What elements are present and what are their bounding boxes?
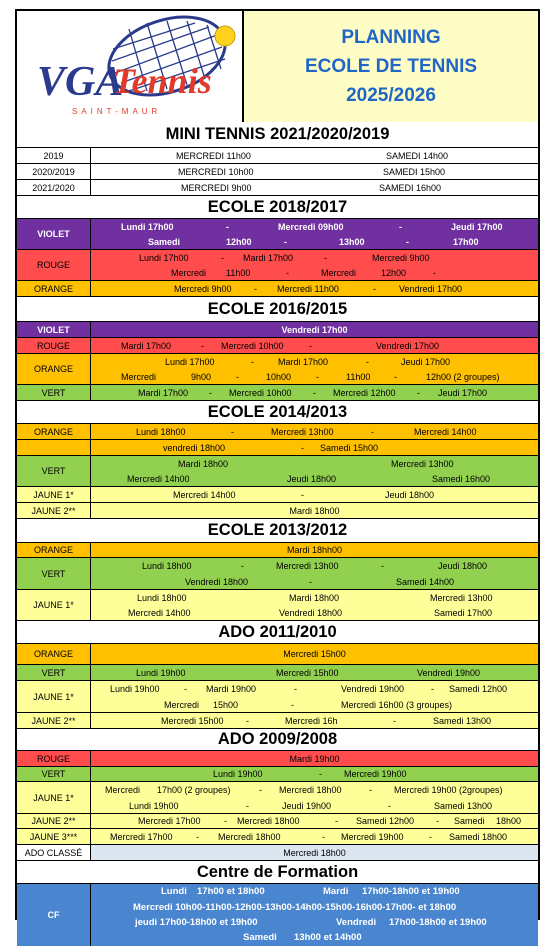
- slot: Mercredi: [171, 267, 207, 278]
- vga-tennis-logo: [17, 11, 244, 122]
- slot: Vendredi: [336, 917, 377, 928]
- table-row: [17, 440, 538, 456]
- row-label: JAUNE 3***: [17, 829, 91, 844]
- section-title-centre-formation: Centre de Formation: [17, 861, 538, 884]
- row-label: ROUGE: [17, 250, 91, 280]
- schedule-body: [17, 122, 538, 946]
- slot: Samedi 13h00: [433, 715, 492, 726]
- slot: Mercredi 9h00: [372, 252, 430, 263]
- row-label: JAUNE 1*: [17, 782, 91, 813]
- slot: Mercredi 19h00: [341, 831, 404, 842]
- dash: -: [286, 267, 289, 278]
- slot: Mercredi 13h00: [430, 592, 493, 603]
- slot: Vendredi 19h00: [417, 667, 481, 678]
- slot: Samedi 12h00: [449, 683, 508, 694]
- slot: Jeudi 17h00: [438, 387, 488, 398]
- dash: -: [226, 221, 229, 232]
- dash: -: [322, 831, 325, 842]
- slot: 17h00-18h00 et 19h00: [389, 917, 487, 928]
- slot: Mercredi 09h00: [278, 221, 344, 232]
- slot: Mercredi 19h00: [344, 769, 407, 779]
- dash: -: [309, 340, 312, 351]
- slot: Samedi: [243, 932, 277, 943]
- slot: MERCREDI 11h00: [176, 150, 251, 161]
- section-title-ado-2009: ADO 2009/2008: [17, 729, 538, 751]
- slot: SAMEDI 15h00: [383, 166, 446, 177]
- slot: Mercredi 12h00: [333, 387, 396, 398]
- table-row: [17, 281, 538, 297]
- slot: Vendredi 17h00: [281, 324, 348, 335]
- slot: Mardi 17h00: [121, 340, 172, 351]
- slot: 17h00 et 18h00: [197, 886, 265, 897]
- slot: Mercredi 16h00 (3 groupes): [341, 699, 453, 710]
- row-label: VIOLET: [17, 219, 91, 249]
- slot: Mercredi 18h00: [283, 847, 346, 858]
- dash: -: [369, 785, 372, 795]
- dash: -: [394, 371, 397, 382]
- slot: 11h00: [226, 267, 251, 278]
- slot: Lundi 19h00: [110, 683, 160, 694]
- section-title-ado-2011: ADO 2011/2010: [17, 621, 538, 644]
- table-row: [17, 884, 538, 946]
- dash: -: [324, 252, 327, 263]
- dash: -: [399, 221, 402, 232]
- logo-subtitle: SAINT-MAUR: [72, 107, 162, 116]
- table-row: [17, 354, 538, 385]
- slot: Mercredi 11h00: [277, 283, 339, 294]
- row-label: ORANGE: [17, 543, 91, 557]
- table-row: [17, 558, 538, 590]
- slot: 10h00: [266, 371, 292, 382]
- row-label: VERT: [17, 665, 91, 680]
- slot: 18h00: [496, 816, 522, 826]
- slot: Samedi 15h00: [320, 442, 379, 453]
- slot: Samedi: [454, 816, 485, 826]
- row-label: JAUNE 2**: [17, 814, 91, 828]
- slot: Lundi 18h00: [137, 592, 187, 603]
- slot: Lundi 18h00: [142, 560, 192, 571]
- table-row: [17, 148, 538, 164]
- dash: -: [319, 769, 322, 779]
- slot: Jeudi 17h00: [401, 356, 451, 367]
- slot: Mercredi 10h00-11h00-12h00-13h00-14h00-15h00-16h00-17h00- et 18h00: [133, 901, 457, 913]
- slot: Lundi 19h00: [136, 667, 186, 678]
- slot: Samedi 14h00: [396, 576, 455, 587]
- row-label: [17, 440, 91, 455]
- dash: -: [221, 252, 224, 263]
- row-label: ROUGE: [17, 751, 91, 766]
- table-row: [17, 829, 538, 845]
- dash: -: [241, 560, 244, 571]
- title-block: [244, 11, 538, 122]
- slot: 17h00 (2 groupes): [157, 785, 231, 795]
- slot: 9h00: [191, 371, 212, 382]
- table-row: [17, 767, 538, 782]
- logo-vga-text: VGA: [37, 59, 124, 105]
- dash: -: [301, 442, 304, 453]
- slot: 13h00 et 14h00: [294, 932, 362, 943]
- slot: Mardi 18h00: [178, 458, 229, 469]
- slot: Mardi 17h00: [243, 252, 294, 263]
- dash: -: [291, 699, 294, 710]
- slot: Vendredi 17h00: [376, 340, 440, 351]
- dash: -: [393, 715, 396, 726]
- slot: Samedi 13h00: [434, 800, 493, 811]
- table-row: [17, 782, 538, 814]
- dash: -: [436, 816, 439, 826]
- slot: Mercredi: [105, 785, 141, 795]
- row-label: ADO CLASSÉ: [17, 845, 91, 860]
- slot: Samedi 17h00: [434, 607, 493, 618]
- slot: 17h00: [453, 236, 479, 247]
- dash: -: [433, 267, 436, 278]
- row-label: 2021/2020: [17, 180, 91, 195]
- table-row: [17, 543, 538, 558]
- table-row: [17, 845, 538, 861]
- slot: Jeudi 19h00: [282, 800, 332, 811]
- table-row: [17, 385, 538, 401]
- slot: Mercredi 19h00 (2groupes): [394, 785, 503, 795]
- slot: Jeudi 18h00: [438, 560, 488, 571]
- slot: Lundi 19h00: [129, 800, 179, 811]
- slot: Mardi 19h00: [206, 683, 257, 694]
- row-label: VERT: [17, 456, 91, 486]
- table-row: [17, 590, 538, 621]
- slot: Mardi 18h00: [289, 592, 340, 603]
- dash: -: [196, 831, 199, 842]
- slot: Samedi 18h00: [449, 831, 508, 842]
- row-label: 2019: [17, 148, 91, 163]
- slot: Mercredi 14h00: [414, 426, 477, 437]
- row-label: VERT: [17, 385, 91, 400]
- table-row: [17, 751, 538, 767]
- slot: Mercredi 14h00: [173, 489, 236, 500]
- row-label: JAUNE 2**: [17, 503, 91, 518]
- slot: Mardi 19h00: [289, 753, 340, 764]
- table-row: [17, 487, 538, 503]
- table-row: [17, 338, 538, 354]
- slot: Mardi: [323, 886, 349, 897]
- slot: Vendredi 18h00: [185, 576, 249, 587]
- dash: -: [406, 236, 409, 247]
- dash: -: [388, 800, 391, 811]
- table-row: [17, 681, 538, 713]
- table-row: [17, 219, 538, 250]
- dash: -: [209, 387, 212, 398]
- slot: Vendredi 19h00: [341, 683, 405, 694]
- table-row: [17, 644, 538, 665]
- slot: Mercredi 17h00: [110, 831, 173, 842]
- slot: Lundi 18h00: [136, 426, 186, 437]
- slot: Samedi 16h00: [432, 473, 491, 484]
- dash: -: [201, 340, 204, 351]
- row-label: VERT: [17, 767, 91, 781]
- title-line-1: PLANNING: [341, 27, 441, 48]
- slot: Lundi 17h00: [165, 356, 215, 367]
- slot: 12h00: [381, 267, 407, 278]
- dash: -: [316, 371, 319, 382]
- slot: 12h00 (2 groupes): [426, 371, 500, 382]
- title-line-3: 2025/2026: [346, 85, 436, 106]
- dash: -: [309, 576, 312, 587]
- slot: Mercredi 13h00: [276, 560, 339, 571]
- dash: -: [231, 426, 234, 437]
- slot: jeudi 17h00-18h00 et 19h00: [135, 917, 258, 928]
- slot: Mercredi 18h00: [237, 816, 300, 826]
- row-label: ORANGE: [17, 644, 91, 664]
- table-row: [17, 503, 538, 519]
- slot: Jeudi 17h00: [451, 221, 503, 232]
- planning-frame: [15, 9, 540, 943]
- slot: Mercredi 10h00: [229, 387, 292, 398]
- dash: -: [294, 683, 297, 694]
- slot: Samedi: [148, 236, 181, 247]
- section-title-ecole-2018: ECOLE 2018/2017: [17, 196, 538, 219]
- slot: SAMEDI 16h00: [379, 182, 442, 193]
- row-label: JAUNE 1*: [17, 487, 91, 502]
- slot: Vendredi 17h00: [399, 283, 463, 294]
- dash: -: [301, 489, 304, 500]
- slot: Mercredi 18h00: [279, 785, 342, 795]
- dash: -: [251, 356, 254, 367]
- slot: 15h00: [213, 699, 239, 710]
- slot: MERCREDI 10h00: [178, 166, 254, 177]
- slot: 17h00-18h00 et 19h00: [362, 886, 460, 897]
- slot: Mercredi 9h00: [174, 283, 232, 294]
- row-label: CF: [17, 884, 91, 946]
- logo-tennis-text: Tennis: [113, 61, 212, 101]
- slot: SAMEDI 14h00: [386, 150, 449, 161]
- slot: Mercredi 10h00: [221, 340, 284, 351]
- row-label: JAUNE 2**: [17, 713, 91, 728]
- table-row: [17, 713, 538, 729]
- slot: Lundi 19h00: [213, 769, 263, 779]
- table-row: [17, 814, 538, 829]
- slot: Mercredi: [321, 267, 357, 278]
- dash: -: [236, 371, 239, 382]
- slot: Mercredi 14h00: [128, 607, 191, 618]
- table-row: [17, 424, 538, 440]
- table-row: [17, 180, 538, 196]
- dash: -: [371, 426, 374, 437]
- slot: 12h00: [226, 236, 252, 247]
- row-label: VERT: [17, 558, 91, 589]
- slot: Mercredi 14h00: [127, 473, 190, 484]
- title-line-2: ECOLE DE TENNIS: [304, 56, 478, 77]
- slot: Mercredi 18h00: [218, 831, 281, 842]
- slot: MERCREDI 9h00: [181, 182, 252, 193]
- row-label: JAUNE 1*: [17, 590, 91, 620]
- slot: Samedi 12h00: [356, 816, 415, 826]
- slot: Lundi 17h00: [139, 252, 189, 263]
- dash: -: [431, 683, 434, 694]
- row-label: ORANGE: [17, 424, 91, 439]
- section-title-ecole-2013: ECOLE 2013/2012: [17, 519, 538, 543]
- table-row: [17, 322, 538, 338]
- slot: 13h00: [339, 236, 365, 247]
- slot: Jeudi 18h00: [287, 473, 337, 484]
- slot: Mercredi 17h00: [138, 816, 201, 826]
- dash: -: [284, 236, 287, 247]
- table-row: [17, 250, 538, 281]
- slot: Mardi 18hh00: [286, 545, 343, 555]
- slot: Lundi: [161, 886, 187, 897]
- dash: -: [335, 816, 338, 826]
- table-row: [17, 665, 538, 681]
- row-label: 2020/2019: [17, 164, 91, 179]
- slot: 11h00: [346, 371, 371, 382]
- dash: -: [184, 683, 187, 694]
- dash: -: [313, 387, 316, 398]
- dash: -: [246, 715, 249, 726]
- slot: Mardi 17h00: [138, 387, 189, 398]
- dash: -: [373, 283, 376, 294]
- table-row: [17, 164, 538, 180]
- dash: -: [417, 387, 420, 398]
- row-label: JAUNE 1*: [17, 681, 91, 712]
- dash: -: [254, 283, 257, 294]
- dash: -: [259, 785, 262, 795]
- section-title-ecole-2014: ECOLE 2014/2013: [17, 401, 538, 424]
- dash: -: [224, 816, 227, 826]
- slot: Mercredi 15h00: [276, 667, 339, 678]
- dash: -: [429, 831, 432, 842]
- slot: Jeudi 18h00: [385, 489, 435, 500]
- section-title-ecole-2016: ECOLE 2016/2015: [17, 297, 538, 322]
- slot: Mercredi 13h00: [271, 426, 334, 437]
- slot: Mercredi: [121, 371, 157, 382]
- header: [17, 11, 538, 124]
- row-label: VIOLET: [17, 322, 91, 337]
- row-label: ORANGE: [17, 354, 91, 384]
- dash: -: [381, 560, 384, 571]
- tennis-racket-icon: [17, 11, 242, 122]
- slot: Mercredi: [164, 699, 200, 710]
- section-title-mini-tennis: MINI TENNIS 2021/2020/2019: [17, 122, 538, 148]
- slot: Mercredi 15h00: [283, 649, 346, 659]
- table-row: [17, 456, 538, 487]
- slot: Mercredi 13h00: [391, 458, 454, 469]
- dash: -: [366, 356, 369, 367]
- slot: Mardi 17h00: [278, 356, 329, 367]
- slot: Vendredi 18h00: [279, 607, 343, 618]
- row-label: ORANGE: [17, 281, 91, 296]
- slot: Mercredi 16h: [285, 715, 338, 726]
- slot: Mardi 18h00: [289, 505, 340, 516]
- dash: -: [246, 800, 249, 811]
- slot: Lundi 17h00: [121, 221, 174, 232]
- slot: Mercredi 15h00: [161, 715, 224, 726]
- slot: vendredi 18h00: [163, 442, 226, 453]
- row-label: ROUGE: [17, 338, 91, 353]
